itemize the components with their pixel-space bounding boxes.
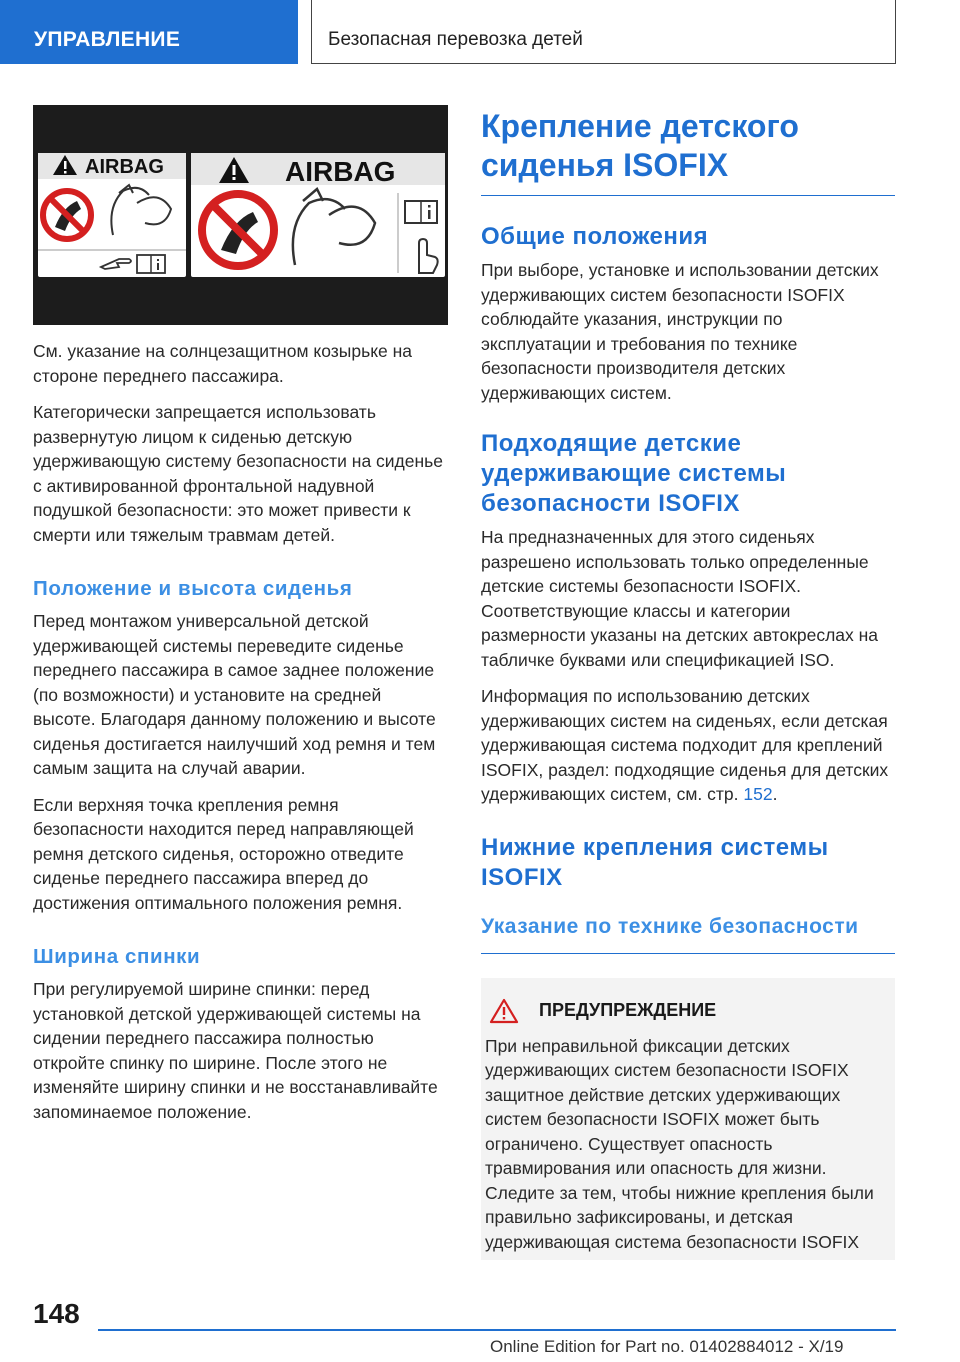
belt-anchor-text: Если верхняя точка крепления ремня безопасности находится перед направляющей ремня детского сиденья, осторожно отведите сиденье переднего пассажира вперед до достижения оптимального положения ремня. — [33, 794, 414, 913]
backrest-width-text: При регулируемой ширине спинки: перед установкой детской удерживающей системы на сидении переднего пассажира полностью откройте спинку по ширине. После этого не изменяйте ширину спинки и не восстанавливайте запоминаемое положение. — [33, 979, 438, 1122]
airbag-warning-figure — [33, 105, 448, 325]
airbag-label-small: AIRBAG — [85, 156, 164, 178]
warning-text: При неправильной фиксации детских удерживающих систем безопасности ISOFIX защитное действие детских удерживающих систем безопасности ISOFIX может быть ограничено. Существует опасность травмирования или опасность для жизни. Следите за тем, чтобы нижние крепления были правильно зафиксированы, и детская удерживающая система безопасности ISOFIX — [485, 1035, 874, 1252]
sun-visor-note: См. указание на солнцезащитном козырьке на стороне переднего пассажира. — [33, 341, 413, 386]
suitable-seats-reference — [481, 684, 895, 807]
chapter-title: Безопасная перевозка детей — [311, 0, 896, 64]
right-column — [481, 105, 895, 1260]
left-column — [33, 105, 448, 1124]
suitable-systems-heading: Подходящие детские удерживающие системы безопасности ISOFIX — [481, 430, 787, 517]
backrest-width-heading: Ширина спинки — [33, 945, 201, 968]
warning-triangle-icon — [489, 998, 519, 1024]
rear-facing-warning-text: Категорически запрещается использовать развернутую лицом к сиденью детскую удерживающую систему безопасности на сиденье с активированной фронтальной надувной подушкой безопасности: это может привести к смерти или тяжелым травмам детей. — [33, 402, 444, 545]
general-heading: Общие положения — [481, 223, 709, 250]
airbag-label-large: AIRBAG — [285, 156, 396, 187]
isofix-section-title: Крепление детского сиденья ISOFIX — [481, 105, 895, 196]
no-rear-facing-child-seat-icon — [202, 194, 274, 266]
page-number: 148 — [33, 1298, 80, 1329]
reference-text: Информация по использованию детских удерживающих систем на сиденьях, если детская удерживающая система подходит для креплений ISOFIX, раздел: подходящие сиденья для детских удерживающих систем, см. стр. — [481, 686, 889, 804]
general-text: При выборе, установке и использовании детских удерживающих систем безопасности ISOFIX соблюдайте указания, инструкции по эксплуатации и требования по технике безопасности производителя детских удерживающих систем. — [481, 260, 879, 403]
no-rear-facing-child-seat-icon — [43, 191, 91, 239]
safety-note-heading: Указание по технике безопасности — [481, 915, 895, 954]
seat-position-heading: Положение и высота сиденья — [33, 577, 353, 600]
warning-title: ПРЕДУПРЕЖДЕНИЕ — [539, 1000, 717, 1020]
seat-position-text: Перед монтажом универсальной детской удерживающей системы переведите сиденье переднего пассажира в самое заднее положение (по возможности) и установите на средней высоте. Благодаря данному положению и высоте сиденья достигается наилучший ход ремня и тем самым защита на случай аварии. — [33, 611, 436, 778]
edition-info: Online Edition for Part no. 01402884012 - X/19 — [490, 1337, 844, 1356]
reference-end: . — [772, 784, 778, 804]
page-link[interactable]: 152 — [743, 784, 773, 804]
warning-box — [481, 978, 895, 1260]
suitable-systems-text: На предназначенных для этого сиденьях разрешено использовать только определенные детские системы безопасности ISOFIX. Соответствующие классы и категории размерности указаны на детских автокреслах на табличке буквами или спецификацией ISO. — [481, 527, 879, 670]
lower-anchors-heading: Нижние крепления системы ISOFIX — [481, 833, 829, 891]
warning-header — [489, 998, 885, 1024]
airbag-label-illustration — [33, 105, 448, 325]
section-tab: УПРАВЛЕНИЕ — [0, 0, 298, 64]
footer-divider — [98, 1329, 896, 1331]
